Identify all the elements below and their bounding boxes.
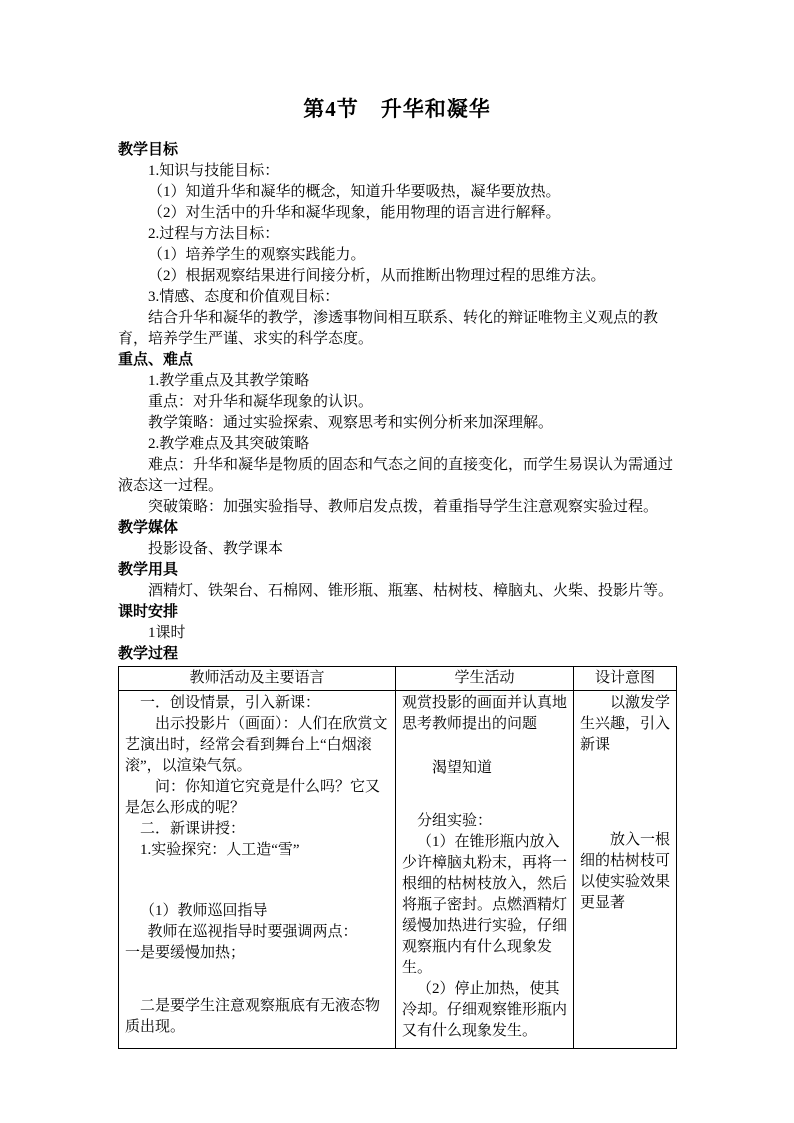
design-intent-cell xyxy=(574,691,677,1049)
text-line: 问：你知道它究竟是什么吗？它又是怎么形成的呢？ xyxy=(125,779,381,816)
text-line: 难点：升华和凝华是物质的固态和气态之间的直接变化，而学生易误认为需通过液态这一过程。 xyxy=(118,457,674,494)
text-line: （1）知道升华和凝华的概念，知道升华要吸热，凝华要放热。 xyxy=(148,184,561,200)
text-line: 一是要缓慢加热； xyxy=(125,945,246,961)
text-line: 投影设备、教学课本 xyxy=(148,541,284,557)
section-heading-schedule: 课时安排 xyxy=(118,604,179,620)
text-line: 以激发学生兴趣，引入新课 xyxy=(580,695,671,753)
section-heading-key-points: 重点、难点 xyxy=(118,352,194,368)
text-line: 教师在巡视指导时要强调两点： xyxy=(147,924,358,940)
text-line: 渴望知道 xyxy=(432,760,493,776)
process-table xyxy=(118,666,677,1049)
text-line: 重点：对升华和凝华现象的认识。 xyxy=(148,394,374,410)
text-line: 2.过程与方法目标： xyxy=(148,226,280,242)
section-process xyxy=(118,644,676,665)
text-line: 结合升华和凝华的教学，渗透事物间相互联系、转化的辩证唯物主义观点的教育，培养学生严谨、求实的科学态度。 xyxy=(118,310,659,347)
table-header-student: 学生活动 xyxy=(396,667,574,691)
text-line: 观赏投影的画面并认真地思考教师提出的问题 xyxy=(402,695,568,732)
text-line: 放入一根细的枯树枝可以使实验效果更显著 xyxy=(580,832,671,911)
text-line: 1课时 xyxy=(148,625,186,641)
text-line: 二是要学生注意观察瓶底有无液态物质出现。 xyxy=(125,998,381,1035)
text-line: （1）培养学生的观察实践能力。 xyxy=(148,247,366,263)
text-line: 分组实验： xyxy=(417,813,493,829)
text-line: 教学策略：通过实验探索、观察思考和实例分析来加深理解。 xyxy=(148,415,554,431)
text-line: （1）教师巡回指导 xyxy=(140,903,268,919)
section-tools xyxy=(118,560,676,602)
table-header-teacher: 教师活动及主要语言 xyxy=(119,667,396,691)
text-line: 1.实验探究：人工造“雪” xyxy=(140,842,300,858)
section-objectives xyxy=(118,140,676,350)
text-line: 1.知识与技能目标： xyxy=(148,163,280,179)
text-line: 一．创设情景，引入新课： xyxy=(140,695,321,711)
text-line: 2.教学难点及其突破策略 xyxy=(148,436,310,452)
text-line: 3.情感、态度和价值观目标： xyxy=(148,289,340,305)
section-schedule xyxy=(118,602,676,644)
text-line: （1）在锥形瓶内放入少许樟脑丸粉末，再将一根细的枯树枝放入，然后将瓶子密封。点燃酒精灯缓慢加热进行实验，仔细观察瓶内有什么现象发生。 xyxy=(402,834,568,976)
text-line: （2）根据观察结果进行间接分析，从而推断出物理过程的思维方法。 xyxy=(148,268,606,284)
page-title: 第4节 升华和凝华 xyxy=(303,97,491,121)
section-heading-objectives: 教学目标 xyxy=(118,142,179,158)
section-key-points xyxy=(118,350,676,518)
text-line: （2）对生活中的升华和凝华现象，能用物理的语言进行解释。 xyxy=(148,205,561,221)
text-line: 1.教学重点及其教学策略 xyxy=(148,373,310,389)
table-header-row xyxy=(119,667,677,691)
text-line: 出示投影片（画面）：人们在欣赏文艺演出时，经常会看到舞台上“白烟滚滚”，以渲染气氛。 xyxy=(125,716,388,774)
text-line: 二．新课讲授： xyxy=(140,821,246,837)
table-body-row xyxy=(119,691,677,1049)
section-heading-process: 教学过程 xyxy=(118,646,179,662)
text-line: 酒精灯、铁架台、石棉网、锥形瓶、瓶塞、枯树枝、樟脑丸、火柴、投影片等。 xyxy=(148,583,674,599)
student-activity-cell xyxy=(396,691,574,1049)
text-line: （2）停止加热，使其冷却。仔细观察锥形瓶内又有什么现象发生。 xyxy=(402,981,568,1039)
table-header-intent: 设计意图 xyxy=(574,667,677,691)
text-line: 突破策略：加强实验指导、教师启发点拨，着重指导学生注意观察实验过程。 xyxy=(148,499,659,515)
section-heading-tools: 教学用具 xyxy=(118,562,179,578)
teacher-activity-cell xyxy=(119,691,396,1049)
section-media xyxy=(118,518,676,560)
section-heading-media: 教学媒体 xyxy=(118,520,179,536)
